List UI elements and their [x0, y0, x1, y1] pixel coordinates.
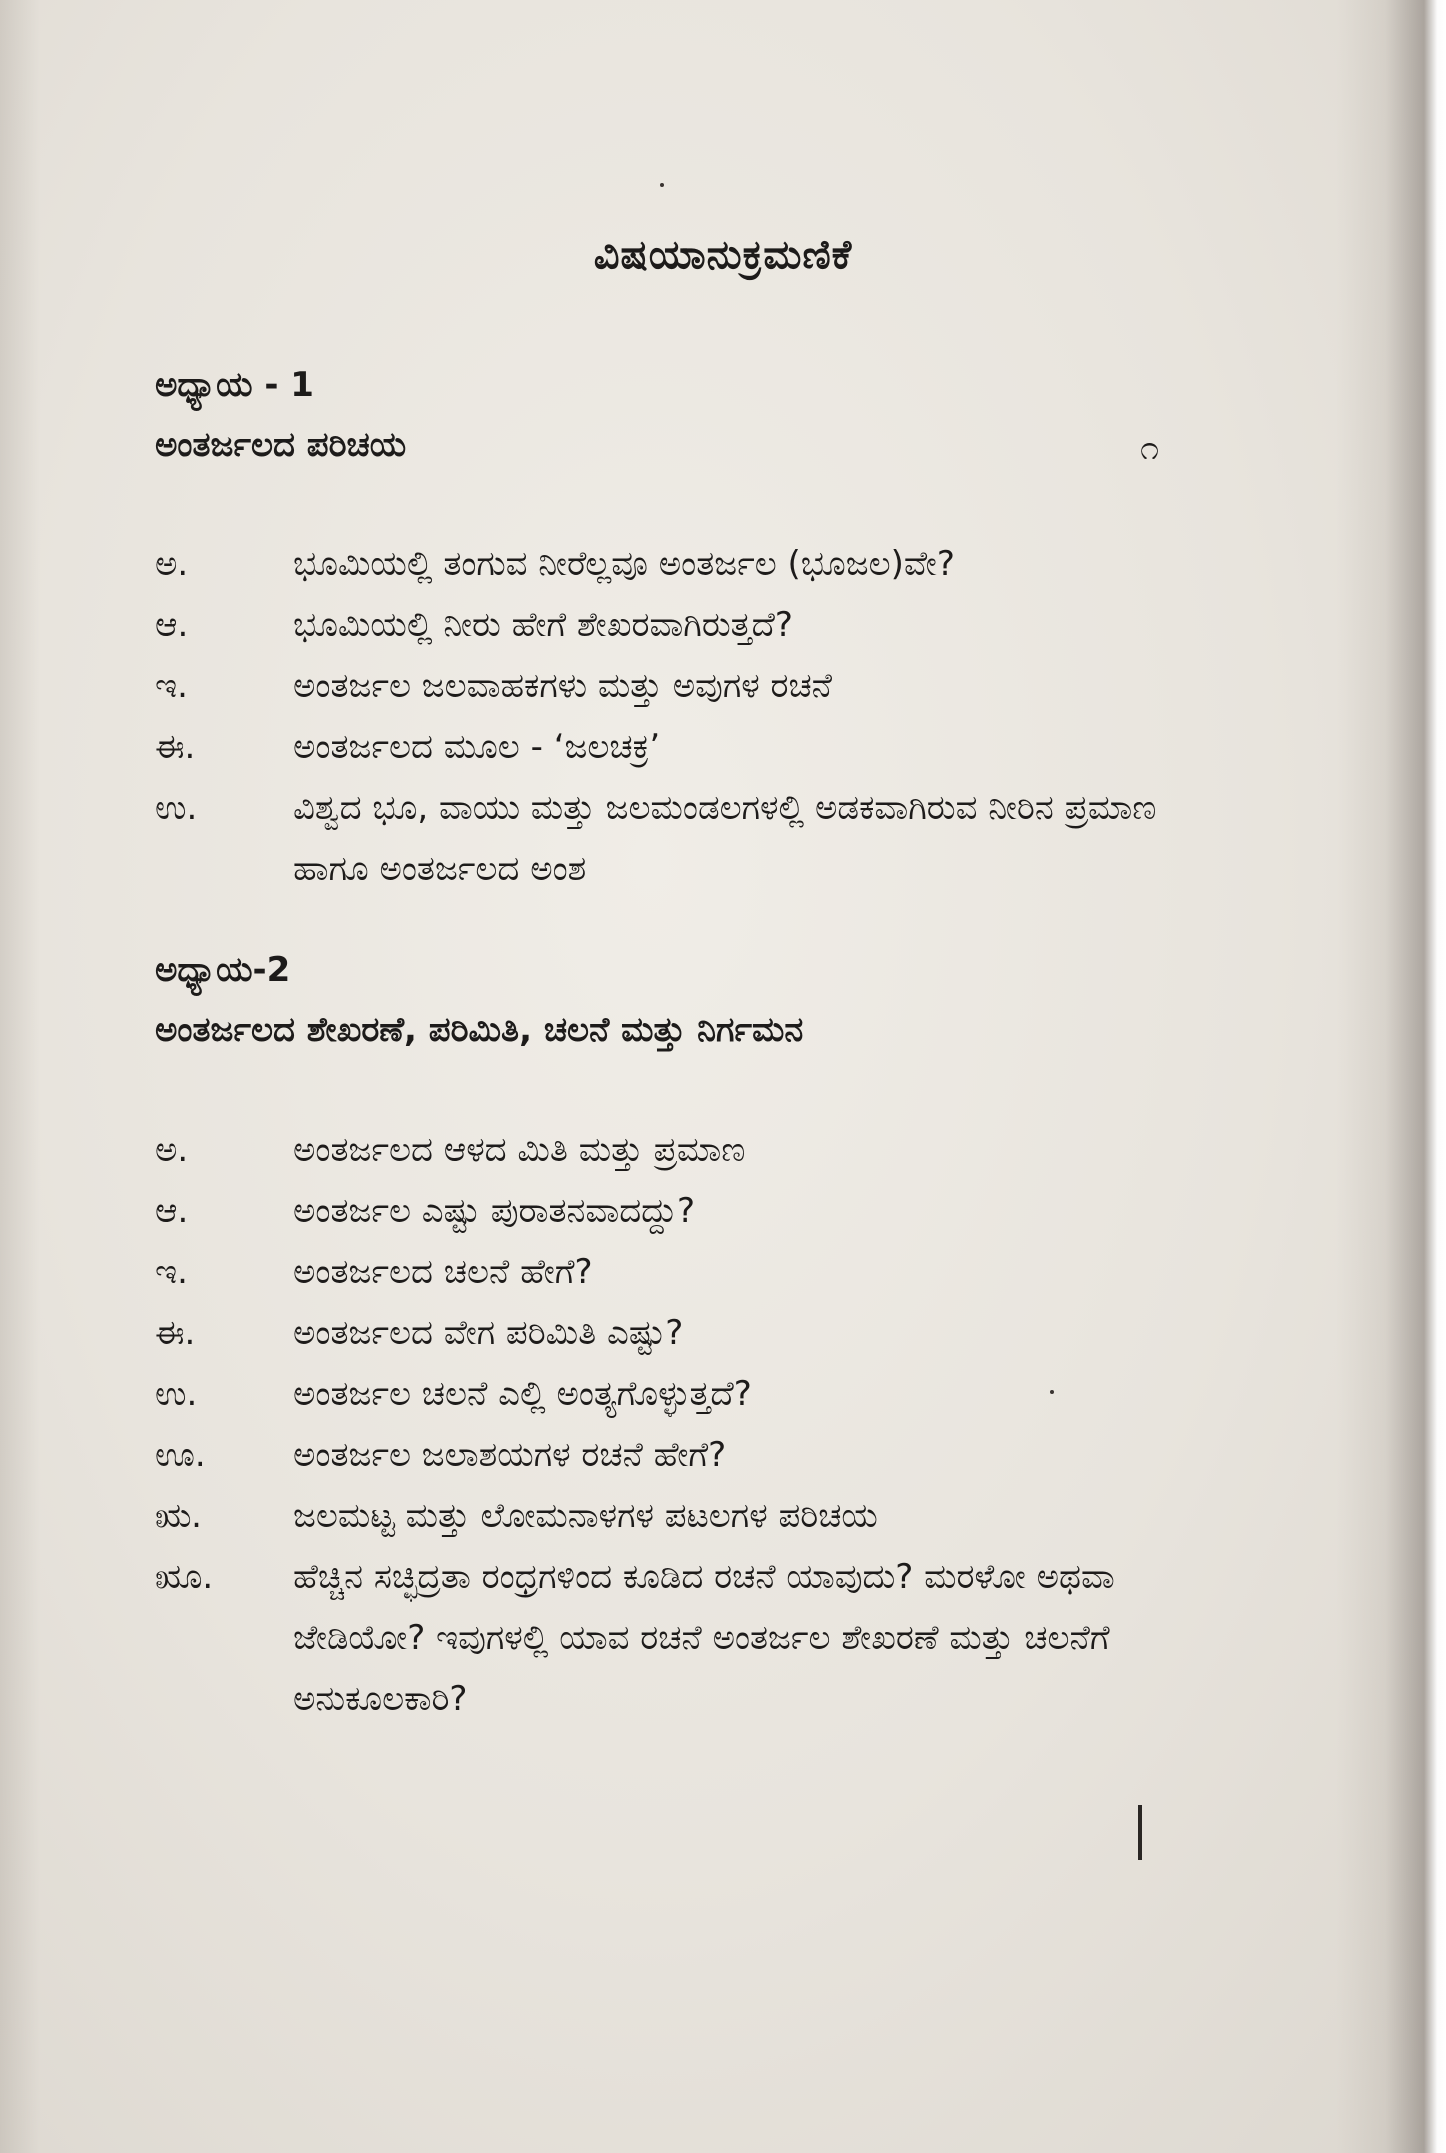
page-spine-shadow: [1336, 0, 1446, 2153]
item-marker: ಇ.: [155, 1252, 188, 1292]
chapter-1-heading: ಅಂತರ್ಜಲದ ಪರಿಚಯ: [155, 425, 407, 465]
item-text: ಅಂತರ್ಜಲದ ಮೂಲ - ‘ಜಲಚಕ್ರ’: [293, 727, 661, 767]
item-marker: ಅ.: [155, 1130, 189, 1170]
pen-mark: [1138, 1805, 1142, 1860]
item-text: ಭೂಮಿಯಲ್ಲಿ ತಂಗುವ ನೀರೆಲ್ಲವೂ ಅಂತರ್ಜಲ (ಭೂಜಲ)ವೇ?: [293, 544, 955, 584]
item-text: ಹೆಚ್ಚಿನ ಸಚ್ಛಿದ್ರತಾ ರಂಧ್ರಗಳಿಂದ ಕೂಡಿದ ರಚನೆ ಯಾವುದು? ಮರಳೋ ಅಥವಾ ಜೇಡಿಯೋ? ಇವುಗಳಲ್ಲಿ ಯಾವ ರಚನೆ ಅಂತರ್ಜಲ ಶೇಖರಣೆ ಮತ್ತು ಚಲನೆಗೆ ಅನುಕೂಲಕಾರಿ?: [293, 1557, 1115, 1719]
chapter-2-topic-list: [155, 1120, 1235, 1730]
list-item: [155, 1242, 1235, 1303]
item-text: ಅಂತರ್ಜಲದ ಚಲನೆ ಹೇಗೆ?: [293, 1252, 593, 1292]
page-left-shadow: [0, 0, 40, 2153]
list-item: [155, 1181, 1235, 1242]
list-item: [155, 1364, 1235, 1425]
item-marker: ಉ.: [155, 788, 198, 828]
item-text: ಅಂತರ್ಜಲದ ವೇಗ ಪರಿಮಿತಿ ಎಷ್ಟು?: [293, 1313, 684, 1353]
item-marker: ಈ.: [155, 727, 196, 767]
item-marker: ಉ.: [155, 1374, 198, 1414]
item-marker: ಅ.: [155, 544, 189, 584]
print-speck: [660, 183, 664, 187]
list-item: [155, 595, 1235, 656]
item-text: ಜಲಮಟ್ಟ ಮತ್ತು ಲೋಮನಾಳಗಳ ಪಟಲಗಳ ಪರಿಚಯ: [293, 1496, 878, 1536]
list-item: [155, 778, 1235, 900]
chapter-2-heading: ಅಂತರ್ಜಲದ ಶೇಖರಣೆ, ಪರಿಮಿತಿ, ಚಲನೆ ಮತ್ತು ನಿರ್ಗಮನ: [155, 1010, 804, 1050]
list-item: [155, 1303, 1235, 1364]
item-text: ಅಂತರ್ಜಲ ಜಲಾಶಯಗಳ ರಚನೆ ಹೇಗೆ?: [293, 1435, 727, 1475]
item-text: ಭೂಮಿಯಲ್ಲಿ ನೀರು ಹೇಗೆ ಶೇಖರವಾಗಿರುತ್ತದೆ?: [293, 605, 793, 645]
chapter-1-label: ಅಧ್ಯಾಯ - 1: [155, 365, 314, 405]
item-marker: ಆ.: [155, 1191, 189, 1231]
list-item: [155, 1425, 1235, 1486]
item-marker: ಊ.: [155, 1435, 206, 1475]
item-text: ಅಂತರ್ಜಲ ಚಲನೆ ಎಲ್ಲಿ ಅಂತ್ಯಗೊಳ್ಳುತ್ತದೆ?: [293, 1374, 752, 1414]
item-text: ಅಂತರ್ಜಲ ಎಷ್ಟು ಪುರಾತನವಾದದ್ದು?: [293, 1191, 696, 1231]
chapter-2-label: ಅಧ್ಯಾಯ-2: [155, 950, 291, 990]
item-marker: ಋ.: [155, 1496, 202, 1536]
list-item: [155, 1486, 1235, 1547]
item-marker: ೠ.: [155, 1557, 214, 1597]
list-item: [155, 656, 1235, 717]
list-item: [155, 1120, 1235, 1181]
list-item: [155, 1547, 1235, 1730]
item-marker: ಇ.: [155, 666, 188, 706]
chapter-1-topic-list: [155, 534, 1235, 900]
page-title: ವಿಷಯಾನುಕ್ರಮಣಿಕೆ: [593, 232, 853, 278]
item-marker: ಆ.: [155, 605, 189, 645]
item-marker: ಈ.: [155, 1313, 196, 1353]
item-text: ಅಂತರ್ಜಲ ಜಲವಾಹಕಗಳು ಮತ್ತು ಅವುಗಳ ರಚನೆ: [293, 666, 832, 706]
list-item: [155, 534, 1235, 595]
item-text: ವಿಶ್ವದ ಭೂ, ವಾಯು ಮತ್ತು ಜಲಮಂಡಲಗಳಲ್ಲಿ ಅಡಕವಾಗಿರುವ ನೀರಿನ ಪ್ರಮಾಣ ಹಾಗೂ ಅಂತರ್ಜಲದ ಅಂಶ: [293, 788, 1157, 889]
chapter-1-page-number: ೧: [1140, 428, 1160, 468]
item-text: ಅಂತರ್ಜಲದ ಆಳದ ಮಿತಿ ಮತ್ತು ಪ್ರಮಾಣ: [293, 1130, 746, 1170]
list-item: [155, 717, 1235, 778]
